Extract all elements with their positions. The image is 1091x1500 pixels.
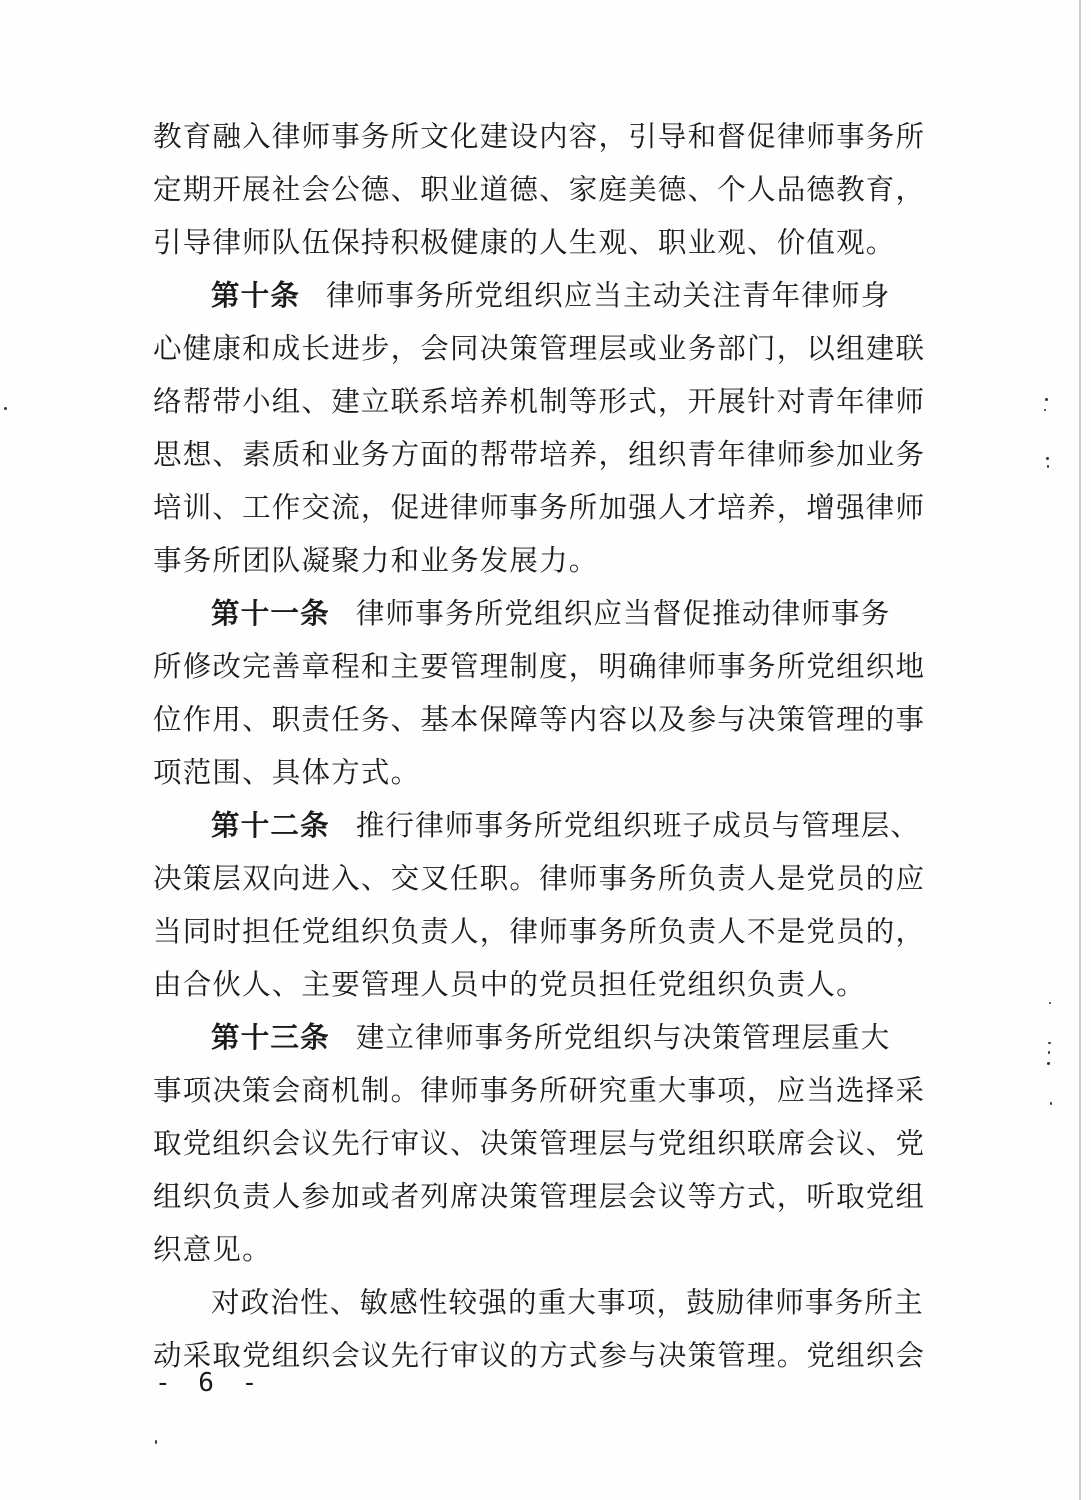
article-11 — [153, 595, 926, 807]
text-line: 所修改完善章程和主要管理制度，明确律师事务所党组织地 — [153, 650, 926, 683]
scan-speck — [1047, 1062, 1050, 1065]
text-line: 当同时担任党组织负责人，律师事务所负责人不是党员的， — [153, 915, 926, 948]
article-label: 第十一条 — [211, 597, 330, 630]
text-line: 事项决策会商机制。律师事务所研究重大事项，应当选择采 — [153, 1074, 926, 1107]
text-run: 律师事务所党组织应当主动关注青年律师身 — [326, 279, 891, 312]
text-line: 动采取党组织会议先行审议的方式参与决策管理。党组织会 — [153, 1339, 926, 1372]
text-line: 定期开展社会公德、职业道德、家庭美德、个人品德教育， — [153, 173, 926, 206]
scan-speck — [1047, 465, 1049, 468]
scan-speck — [1048, 1042, 1051, 1044]
article-13 — [153, 1019, 926, 1284]
text-line: 组织负责人参加或者列席决策管理层会议等方式，听取党组 — [153, 1180, 926, 1213]
text-line: 思想、素质和业务方面的帮带培养，组织青年律师参加业务 — [153, 438, 926, 471]
text-line: 教育融入律师事务所文化建设内容，引导和督促律师事务所 — [153, 120, 926, 153]
text-line: 心健康和成长进步，会同决策管理层或业务部门，以组建联 — [153, 332, 926, 365]
text-line: 项范围、具体方式。 — [153, 756, 421, 789]
text-run: 律师事务所党组织应当督促推动律师事务 — [355, 597, 891, 630]
text-line: 取党组织会议先行审议、决策管理层与党组织联席会议、党 — [153, 1127, 926, 1160]
page-number: - 6 - — [155, 1368, 264, 1398]
scan-speck — [1049, 1002, 1051, 1004]
text-line: 位作用、职责任务、基本保障等内容以及参与决策管理的事 — [153, 703, 926, 736]
text-line-first — [153, 277, 898, 330]
text-line-first — [153, 1019, 898, 1072]
text-line: 由合伙人、主要管理人员中的党员担任党组织负责人。 — [153, 968, 866, 1001]
text-line: 织意见。 — [153, 1233, 272, 1266]
text-line: 决策层双向进入、交叉任职。律师事务所负责人是党员的应 — [153, 862, 926, 895]
paragraph-sensitive-matters — [153, 1284, 926, 1390]
text-line-first — [153, 595, 898, 648]
text-line-first: 对政治性、敏感性较强的重大事项，鼓励律师事务所主 — [211, 1286, 924, 1319]
text-line: 络帮带小组、建立联系培养机制等形式，开展针对青年律师 — [153, 385, 926, 418]
scan-speck — [155, 1440, 157, 1444]
scan-speck — [1046, 457, 1049, 460]
text-line: 培训、工作交流，促进律师事务所加强人才培养，增强律师 — [153, 491, 926, 524]
scan-edge-line — [1079, 0, 1081, 1500]
scan-speck — [1048, 1051, 1050, 1054]
scan-speck — [1050, 1102, 1052, 1105]
document-body — [153, 118, 926, 1390]
scan-speck — [1044, 409, 1046, 411]
scan-speck — [1045, 398, 1048, 401]
article-label: 第十二条 — [211, 809, 330, 842]
text-line: 引导律师队伍保持积极健康的人生观、职业观、价值观。 — [153, 226, 896, 259]
article-label: 第十条 — [211, 279, 301, 312]
article-12 — [153, 807, 926, 1019]
article-label: 第十三条 — [211, 1021, 330, 1054]
text-run: 建立律师事务所党组织与决策管理层重大 — [355, 1021, 891, 1054]
article-10 — [153, 277, 926, 595]
scan-speck — [4, 407, 7, 410]
text-line: 事务所团队凝聚力和业务发展力。 — [153, 544, 599, 577]
text-line-first — [153, 807, 921, 860]
text-run: 推行律师事务所党组织班子成员与管理层、 — [355, 809, 921, 842]
paragraph-continuation — [153, 118, 926, 277]
